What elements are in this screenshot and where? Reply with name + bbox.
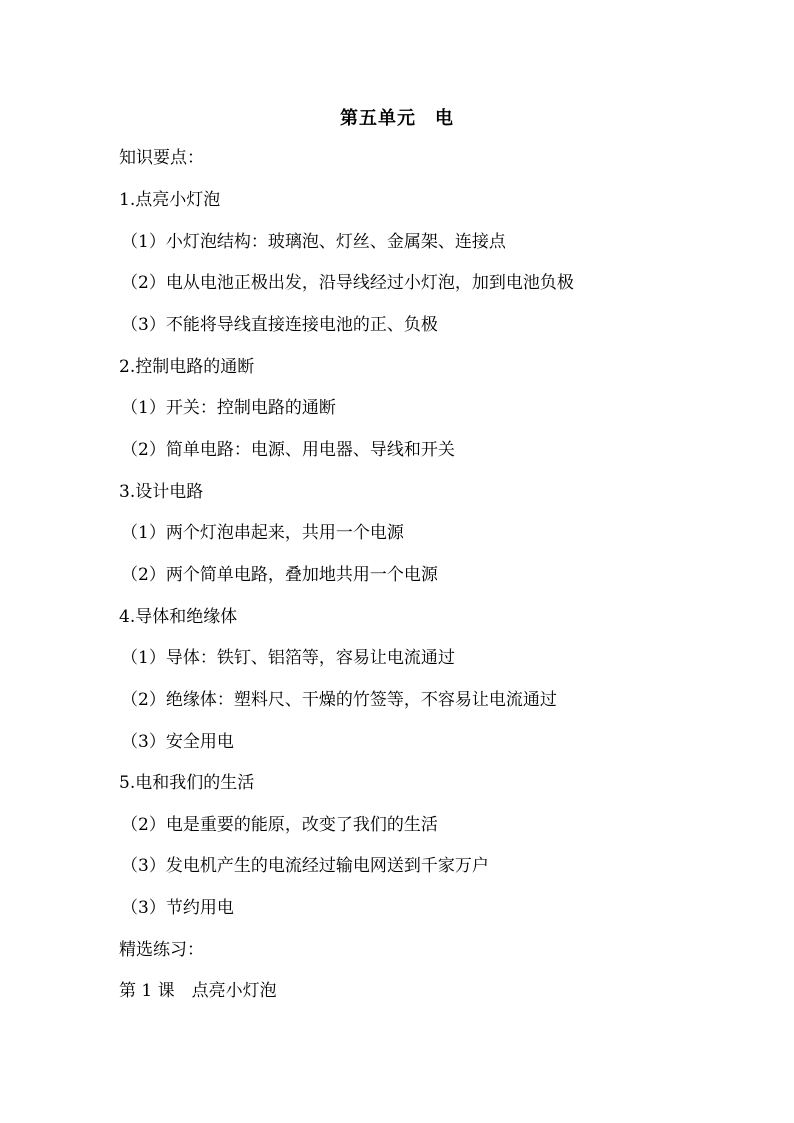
topic-2-item-2: （2）简单电路：电源、用电器、导线和开关 xyxy=(121,440,455,460)
topic-4-item-1: （1）导体：铁钉、铝箔等，容易让电流通过 xyxy=(121,648,455,668)
topic-heading-1: 1.点亮小灯泡 xyxy=(119,190,221,210)
topic-5-item-1: （2）电是重要的能原，改变了我们的生活 xyxy=(121,815,438,835)
topic-3-item-2: （2）两个简单电路，叠加地共用一个电源 xyxy=(121,565,438,585)
topic-3-item-1: （1）两个灯泡串起来，共用一个电源 xyxy=(121,523,404,543)
topic-heading-2: 2.控制电路的通断 xyxy=(119,357,255,377)
topic-1-item-1: （1）小灯泡结构：玻璃泡、灯丝、金属架、连接点 xyxy=(121,232,506,252)
topic-5-item-3: （3）节约用电 xyxy=(121,898,234,918)
topic-2-item-1: （1）开关：控制电路的通断 xyxy=(121,398,336,418)
page-title: 第五单元 电 xyxy=(340,108,454,129)
topic-4-item-3: （3）安全用电 xyxy=(121,732,234,752)
topic-1-item-3: （3）不能将导线直接连接电池的正、负极 xyxy=(121,315,438,335)
topic-1-item-2: （2）电从电池正极出发，沿导线经过小灯泡，加到电池负极 xyxy=(121,273,574,293)
section-heading-exercises: 精选练习： xyxy=(119,940,204,960)
topic-heading-3: 3.设计电路 xyxy=(119,482,204,502)
lesson-heading-1: 第 1 课 点亮小灯泡 xyxy=(119,981,277,1001)
section-heading-key-points: 知识要点： xyxy=(119,148,204,168)
topic-4-item-2: （2）绝缘体：塑料尺、干燥的竹签等，不容易让电流通过 xyxy=(121,690,557,710)
topic-5-item-2: （3）发电机产生的电流经过输电网送到千家万户 xyxy=(121,856,489,876)
topic-heading-5: 5.电和我们的生活 xyxy=(119,773,255,793)
topic-heading-4: 4.导体和绝缘体 xyxy=(119,607,238,627)
